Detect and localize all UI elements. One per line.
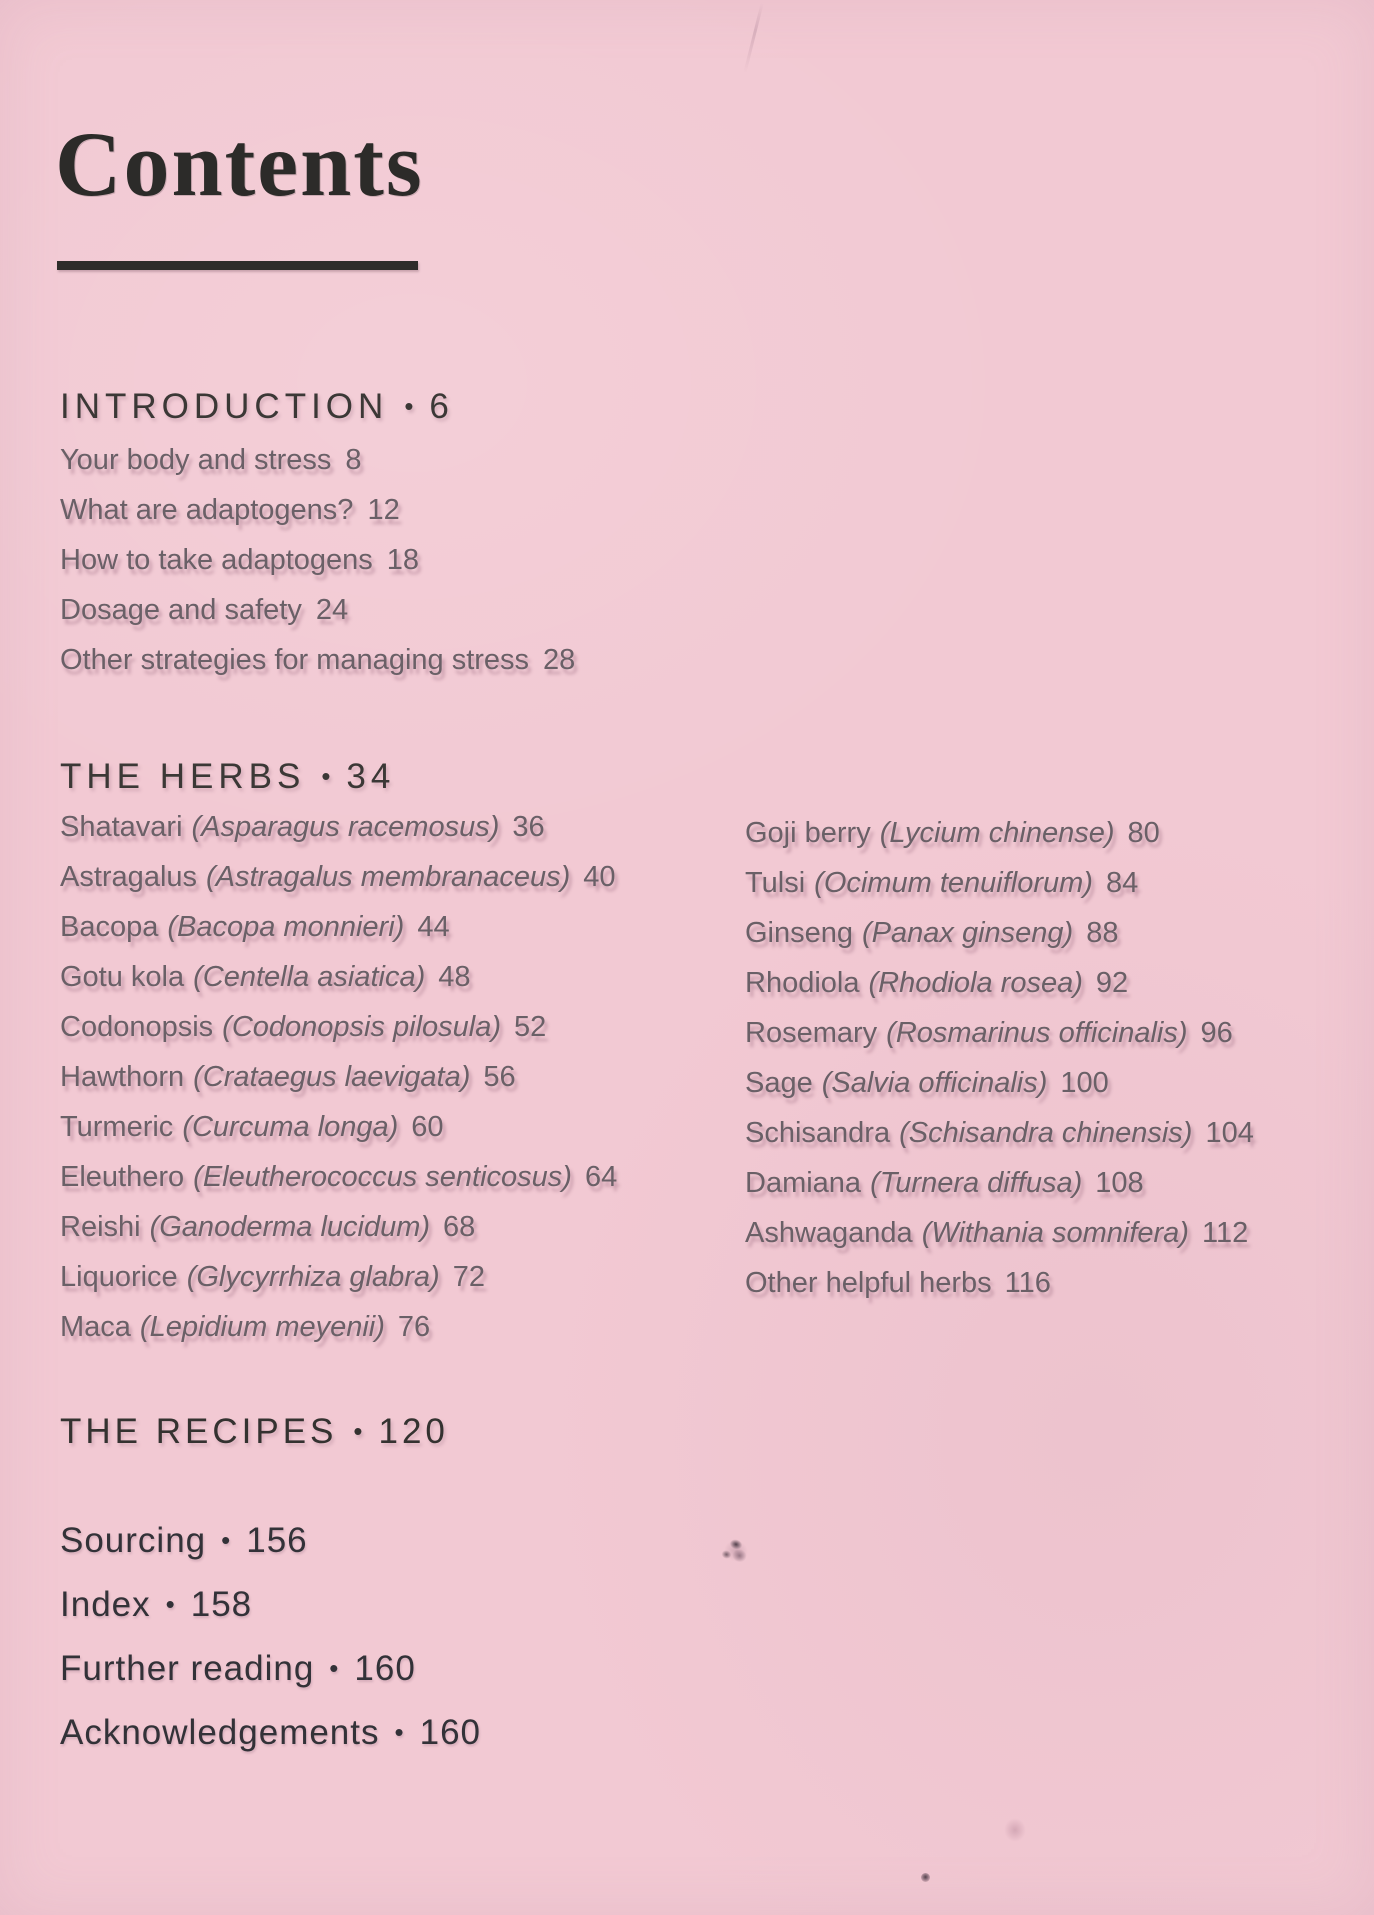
toc-entry-herb <box>60 952 617 1002</box>
page-number: 12 <box>367 494 400 526</box>
page-number: 68 <box>443 1211 476 1243</box>
page-number: 18 <box>386 544 420 576</box>
toc-entry-herb <box>60 1102 617 1152</box>
herb-name: Bacopa <box>60 911 159 943</box>
title-underline <box>57 261 418 270</box>
page-number: 64 <box>584 1161 618 1193</box>
bullet-separator: • <box>165 1589 176 1619</box>
herb-latin-name: (Panax ginseng) <box>862 917 1074 949</box>
herb-latin-name: (Rosmarinus officinalis) <box>886 1017 1188 1049</box>
scan-speck <box>1004 1818 1026 1842</box>
entry-label: What are adaptogens? <box>60 494 354 526</box>
herb-name: Gotu kola <box>60 961 185 993</box>
entry-label: Further reading <box>60 1649 315 1688</box>
page-number: 158 <box>190 1585 253 1624</box>
page-number: 92 <box>1095 967 1129 999</box>
toc-entry-herb <box>745 908 1254 958</box>
herb-latin-name: (Turnera diffusa) <box>870 1167 1083 1199</box>
section-label: THE RECIPES <box>60 1412 338 1451</box>
page-number: 48 <box>438 961 471 993</box>
herb-name: Astragalus <box>60 861 198 893</box>
toc-entry-herb <box>745 1258 1254 1308</box>
section-label: THE HERBS <box>60 757 306 796</box>
toc-entry-herb <box>745 1208 1254 1258</box>
bullet-separator: • <box>221 1525 232 1555</box>
toc-entry-herb <box>745 1058 1254 1108</box>
herb-latin-name: (Rhodiola rosea) <box>868 967 1083 999</box>
herb-name: Hawthorn <box>60 1061 185 1093</box>
toc-entry-herb <box>745 1008 1254 1058</box>
toc-entry-herb <box>60 852 617 902</box>
toc-entry <box>60 635 575 685</box>
section-label: INTRODUCTION <box>60 387 389 426</box>
toc-entry-herb <box>60 1252 617 1302</box>
herb-latin-name: (Crataegus laevigata) <box>193 1061 471 1093</box>
toc-entry-herb <box>60 802 617 852</box>
page-number: 44 <box>417 911 450 943</box>
toc-entry-herb <box>745 958 1254 1008</box>
toc-entry-herb <box>60 902 617 952</box>
herb-name: Ashwaganda <box>745 1217 913 1249</box>
bullet-separator: • <box>404 391 414 421</box>
page-number: 56 <box>483 1061 516 1093</box>
bullet-separator: • <box>321 761 331 791</box>
toc-entry-herb <box>60 1202 617 1252</box>
paper-crease <box>743 3 763 74</box>
page-number: 8 <box>345 444 362 476</box>
toc-entry <box>60 1636 481 1700</box>
entry-label: Index <box>60 1585 151 1624</box>
toc-entry <box>60 1508 481 1572</box>
page-title: Contents <box>55 113 424 215</box>
page-number: 36 <box>512 811 545 843</box>
page-number: 28 <box>543 644 576 676</box>
page-number: 112 <box>1201 1217 1249 1249</box>
herbs-column-left <box>60 802 617 1352</box>
page-number: 96 <box>1200 1017 1233 1049</box>
herb-name: Schisandra <box>745 1117 891 1149</box>
herb-name: Tulsi <box>745 867 806 899</box>
herb-latin-name: (Ganoderma lucidum) <box>149 1211 431 1243</box>
herb-latin-name: (Lepidium meyenii) <box>139 1311 385 1343</box>
toc-entry <box>60 1700 481 1764</box>
scan-speck <box>921 1873 930 1882</box>
herb-name: Turmeric <box>60 1111 174 1143</box>
section-heading-herbs <box>60 757 395 797</box>
page-number: 84 <box>1105 867 1139 899</box>
page-number: 108 <box>1095 1167 1144 1199</box>
herb-name: Ginseng <box>745 917 854 949</box>
herb-latin-name: (Eleutherococcus senticosus) <box>193 1161 572 1193</box>
herb-name: Codonopsis <box>60 1011 214 1043</box>
herb-name: Damiana <box>745 1167 862 1199</box>
herb-latin-name: (Glycyrrhiza glabra) <box>186 1261 440 1293</box>
herb-latin-name: (Ocimum tenuiflorum) <box>814 867 1093 899</box>
herb-latin-name: (Salvia officinalis) <box>821 1067 1048 1099</box>
toc-entry-herb <box>60 1002 617 1052</box>
ink-smudge <box>710 1525 761 1577</box>
herb-name: Rhodiola <box>745 967 860 999</box>
bullet-separator: • <box>394 1717 405 1747</box>
page-number: 76 <box>397 1311 431 1343</box>
page-number: 72 <box>452 1261 485 1293</box>
page-number: 116 <box>1004 1267 1051 1299</box>
toc-entry-herb <box>745 808 1254 858</box>
section-page-number: 34 <box>346 757 396 796</box>
toc-entry-herb <box>60 1152 617 1202</box>
herb-name: Goji berry <box>745 817 871 849</box>
section-page-number: 6 <box>429 387 454 426</box>
herb-latin-name: (Schisandra chinensis) <box>899 1117 1193 1149</box>
herb-name: Eleuthero <box>60 1161 185 1193</box>
herb-name: Reishi <box>60 1211 141 1243</box>
introduction-entries <box>60 435 575 685</box>
entry-label: Other strategies for managing stress <box>60 644 530 676</box>
toc-entry-herb <box>745 1158 1254 1208</box>
page-number: 160 <box>419 1713 482 1752</box>
toc-entry <box>60 435 575 485</box>
herb-latin-name: (Withania somnifera) <box>921 1217 1189 1249</box>
page-number: 80 <box>1127 817 1160 849</box>
page-number: 160 <box>354 1649 416 1688</box>
section-page-number: 120 <box>378 1412 449 1451</box>
page-number: 156 <box>246 1521 308 1560</box>
herb-name: Sage <box>745 1067 813 1099</box>
section-heading-introduction <box>60 387 454 427</box>
toc-entry <box>60 585 575 635</box>
herb-name: Other helpful herbs <box>745 1267 992 1299</box>
herb-name: Liquorice <box>60 1261 178 1293</box>
herbs-column-right <box>745 808 1254 1308</box>
page-number: 100 <box>1060 1067 1109 1099</box>
page-number: 60 <box>411 1111 444 1143</box>
herb-name: Rosemary <box>745 1017 878 1049</box>
page-number: 104 <box>1205 1117 1254 1149</box>
toc-entry-herb <box>60 1302 617 1352</box>
backmatter-entries <box>60 1508 481 1764</box>
herb-name: Maca <box>60 1311 131 1343</box>
herb-latin-name: (Curcuma longa) <box>182 1111 399 1143</box>
herb-latin-name: (Lycium chinense) <box>879 817 1115 849</box>
herb-latin-name: (Bacopa monnieri) <box>167 911 405 943</box>
entry-label: Sourcing <box>60 1521 207 1560</box>
toc-entry-herb <box>745 858 1254 908</box>
page-number: 88 <box>1086 917 1119 949</box>
toc-entry <box>60 485 575 535</box>
page-number: 24 <box>315 594 349 626</box>
herb-latin-name: (Asparagus racemosus) <box>191 811 500 843</box>
herb-latin-name: (Astragalus membranaceus) <box>206 861 571 893</box>
toc-entry-herb <box>60 1052 617 1102</box>
entry-label: Dosage and safety <box>60 594 302 626</box>
toc-entry <box>60 535 575 585</box>
bullet-separator: • <box>329 1653 340 1683</box>
page-number: 52 <box>514 1011 547 1043</box>
toc-entry-herb <box>745 1108 1254 1158</box>
herb-latin-name: (Centella asiatica) <box>193 961 426 993</box>
herb-latin-name: (Codonopsis pilosula) <box>222 1011 502 1043</box>
bullet-separator: • <box>353 1416 363 1446</box>
page-number: 40 <box>583 861 616 893</box>
entry-label: Your body and stress <box>60 444 332 476</box>
herb-name: Shatavari <box>60 811 183 843</box>
entry-label: How to take adaptogens <box>60 544 373 576</box>
section-heading-recipes <box>60 1412 449 1452</box>
toc-entry <box>60 1572 481 1636</box>
entry-label: Acknowledgements <box>60 1713 380 1752</box>
